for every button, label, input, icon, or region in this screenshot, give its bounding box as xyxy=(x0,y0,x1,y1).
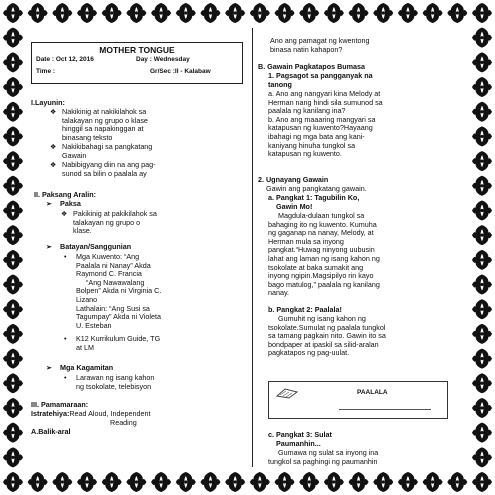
balik-aral-heading: A.Balik-aral xyxy=(31,427,71,436)
reference-line: Paalala ni Nanay” Akda xyxy=(76,260,151,270)
border-ornament xyxy=(472,472,492,492)
activity-line: sa tamang pagkain nito. Gawin ito sa xyxy=(268,331,386,341)
question-line: a. Ano ang nangyari kina Melody at xyxy=(268,89,381,98)
istratehiya-text-line2: Reading xyxy=(110,418,137,427)
activity-line: ng gaganap na nanay, Melody, at xyxy=(268,228,374,238)
border-ornament xyxy=(3,349,23,369)
dot-bullet-icon: • xyxy=(64,252,67,261)
column-divider xyxy=(252,28,253,467)
istratehiya-label: Istratehiya: xyxy=(31,409,70,418)
activity-line: pagkatapos ng pag-uulat. xyxy=(268,348,350,358)
border-ornament xyxy=(151,3,171,23)
border-ornament xyxy=(3,447,23,467)
border-ornament xyxy=(176,472,196,492)
border-ornament xyxy=(472,28,492,48)
pangkat1-heading: a. Pangkat 1: Tagubilin Ko, xyxy=(268,193,360,202)
border-ornament xyxy=(398,3,418,23)
border-ornament xyxy=(225,472,245,492)
border-ornament xyxy=(472,3,492,23)
paksa-line: klase. xyxy=(73,226,92,236)
border-ornament xyxy=(3,176,23,196)
question-line: paalala ng kanilang ina? xyxy=(268,106,346,116)
border-ornament xyxy=(3,77,23,97)
activity-line: bago matulog,” paalala ng kanilang xyxy=(268,279,380,289)
border-ornament xyxy=(3,250,23,270)
objective-line: Gawain xyxy=(62,150,87,160)
paksa-line: Pakikinig at pakikilahok sa xyxy=(73,209,157,218)
pamamaraan-heading: III. Pamamaraan: xyxy=(31,400,89,409)
dot-bullet-icon: • xyxy=(64,334,67,343)
border-ornament xyxy=(3,299,23,319)
border-ornament xyxy=(250,472,270,492)
reference-line: Tagumpay” Akda ni Violeta xyxy=(76,312,161,322)
border-ornament xyxy=(28,3,48,23)
activity-line: tsokolate at baka sumakit ang xyxy=(268,262,364,272)
objective-line: talakayan ng grupo o klase xyxy=(62,115,148,125)
objective-line: binasang teksto xyxy=(62,132,113,142)
border-ornament xyxy=(472,447,492,467)
batayan-label: Batayan/Sanggunian xyxy=(60,242,132,251)
activity-line: nanay. xyxy=(268,288,290,298)
border-ornament xyxy=(472,151,492,171)
border-ornament xyxy=(472,349,492,369)
batayan-heading xyxy=(46,243,131,252)
reference-line: K12 Kurrikulum Guide, TG xyxy=(76,334,161,343)
page-title: MOTHER TONGUE xyxy=(99,45,175,55)
border-ornament xyxy=(398,472,418,492)
diamond-bullet-icon: ❖ xyxy=(50,142,57,151)
question-line: b. Ano ang maaaring mangyari sa xyxy=(268,114,376,124)
border-ornament xyxy=(472,225,492,245)
objective-line: Nakikinig at nakikilahok sa xyxy=(62,107,147,116)
istratehiya-text: Read Aloud, Independent xyxy=(69,409,151,418)
reference-line: U. Esteban xyxy=(76,320,112,330)
border-ornament xyxy=(52,3,72,23)
activity-line: pangkat.“Huwag ninyong uubusin xyxy=(268,245,375,255)
signature-line xyxy=(339,409,431,410)
arrow-bullet-icon: ➢ xyxy=(46,363,53,372)
material-line: Larawan ng isang kahon xyxy=(76,373,155,382)
question-line: kaniyang hinuha tungkol sa xyxy=(268,140,356,150)
border-ornament xyxy=(3,472,23,492)
border-ornament xyxy=(200,472,220,492)
pagsagot-block xyxy=(268,90,383,159)
border-ornament xyxy=(3,225,23,245)
pangkat3-heading: c. Pangkat 3: Sulat xyxy=(268,430,332,439)
border-ornament xyxy=(3,3,23,23)
material-line: ng tsokolate, telebisyon xyxy=(76,381,152,391)
paksa-line: talakayan ng grupo o xyxy=(73,217,141,227)
border-ornament xyxy=(423,3,443,23)
border-ornament xyxy=(472,423,492,443)
lesson-plan xyxy=(28,28,467,467)
border-ornament xyxy=(3,398,23,418)
activity-line: Gumuhit ng isang kahon ng xyxy=(278,314,366,323)
paksa-label: Paksa xyxy=(60,199,81,208)
grade-label: Gr/Sec :II - Kalabaw xyxy=(150,68,211,75)
border-ornament xyxy=(472,200,492,220)
pagsagot-heading-line2: tanong xyxy=(268,80,292,89)
activity-line: bondpaper at ipaskil sa silid-aralan xyxy=(268,339,379,349)
reference-line: Lizano xyxy=(76,294,98,304)
paksang-heading: II. Paksang Aralin: xyxy=(34,190,97,199)
reference-line: Raymond C. Francia xyxy=(76,269,142,279)
reference-line: Bolpen” Akda ni Virginia C. xyxy=(76,286,162,296)
border-ornament xyxy=(423,472,443,492)
time-label: Time : xyxy=(36,68,56,75)
activity-line: bahaging ito ng kuwento. Kumuha xyxy=(268,219,377,229)
diamond-bullet-icon: ❖ xyxy=(61,209,68,218)
border-ornament xyxy=(3,275,23,295)
border-ornament xyxy=(275,472,295,492)
border-ornament xyxy=(472,102,492,122)
pagsagot-heading: 1. Pagsagot sa pangganyak na xyxy=(268,71,373,80)
pangkat2-heading: b. Pangkat 2: Paalala! xyxy=(268,305,342,314)
border-ornament xyxy=(472,176,492,196)
pangkat1-block xyxy=(268,212,380,298)
border-ornament xyxy=(373,3,393,23)
border-ornament xyxy=(349,472,369,492)
pangkat3-block xyxy=(268,449,378,466)
paalala-note-card xyxy=(268,381,448,419)
border-ornament xyxy=(250,3,270,23)
question-line: ibahagi ng mga bata ang kani- xyxy=(268,131,365,141)
border-ornament xyxy=(373,472,393,492)
arrow-bullet-icon: ➢ xyxy=(46,242,53,251)
border-ornament xyxy=(3,28,23,48)
border-ornament xyxy=(3,200,23,220)
ugnayang-heading: 2. Ugnayang Gawain xyxy=(258,175,329,184)
intro-line: binasa natin kahapon? xyxy=(270,45,343,54)
border-ornament xyxy=(126,3,146,23)
header-box xyxy=(31,42,243,84)
border-ornament xyxy=(447,3,467,23)
activity-line: lahat ang laman ng isang kahon ng xyxy=(268,253,380,263)
objective-line: hinggil sa napakinggan at xyxy=(62,124,144,134)
reference-line: Mga Kuwento: “Ang xyxy=(76,252,140,261)
border-ornament xyxy=(275,3,295,23)
date-label: Date : Oct 12, 2016 xyxy=(36,56,94,63)
activity-line: Herman mula sa inyong xyxy=(268,236,344,246)
border-ornament xyxy=(126,472,146,492)
border-ornament xyxy=(52,472,72,492)
border-ornament xyxy=(3,126,23,146)
border-ornament xyxy=(28,472,48,492)
border-ornament xyxy=(200,3,220,23)
activity-line: Gumawa ng sulat sa inyong ina xyxy=(278,448,379,457)
paksa-heading xyxy=(46,200,81,209)
border-ornament xyxy=(299,3,319,23)
border-ornament xyxy=(151,472,171,492)
reference-line: “Ang Nawawalang xyxy=(86,277,145,287)
layunin-heading: I.Layunin: xyxy=(31,98,65,107)
day-label: Day : Wednesday xyxy=(136,56,190,63)
reference-line: at LM xyxy=(76,342,94,352)
border-ornament xyxy=(3,373,23,393)
activity-line: tungkol sa paghingi ng paumanhin xyxy=(268,456,378,466)
diamond-bullet-icon: ❖ xyxy=(50,107,57,116)
activity-line: tsokolate.Sumulat ng paalala tungkol xyxy=(268,322,386,332)
diamond-bullet-icon: ❖ xyxy=(50,160,57,169)
border-ornament xyxy=(324,3,344,23)
border-ornament xyxy=(77,472,97,492)
kagamitan-label: Mga Kagamitan xyxy=(60,363,114,372)
question-line: katapusan ng kuwento. xyxy=(268,149,342,159)
ugnayang-intro: Gawin ang pangkatang gawain. xyxy=(266,184,367,193)
reference-line: Lathalain: “Ang Susi sa xyxy=(76,303,150,313)
border-ornament xyxy=(3,102,23,122)
border-ornament xyxy=(102,472,122,492)
border-ornament xyxy=(3,52,23,72)
question-line: katapusan ng kuwento?Hayaang xyxy=(268,123,373,133)
objective-line: Nakikibahagi sa pangkatang xyxy=(62,142,153,151)
border-ornament xyxy=(3,423,23,443)
objective-line: Nabibigyang diin na ang pag- xyxy=(62,160,156,169)
activity-line: Magdula-dulaan tungkol sa xyxy=(278,211,365,220)
border-ornament xyxy=(472,373,492,393)
border-ornament xyxy=(324,472,344,492)
intro-line: Ano ang pamagat ng kwentong xyxy=(270,36,370,45)
border-ornament xyxy=(472,126,492,146)
question-line: Herman nang hindi sila sumunod sa xyxy=(268,97,383,107)
kagamitan-heading xyxy=(46,364,113,373)
border-ornament xyxy=(472,77,492,97)
border-ornament xyxy=(176,3,196,23)
border-ornament xyxy=(472,299,492,319)
border-ornament xyxy=(472,398,492,418)
arrow-bullet-icon: ➢ xyxy=(46,199,53,208)
objective-line: sunod sa bilin o paalala ay xyxy=(62,168,147,178)
border-ornament xyxy=(472,275,492,295)
border-ornament xyxy=(299,472,319,492)
pangkat3-heading-line2: Paumanhin... xyxy=(276,439,321,448)
border-ornament xyxy=(225,3,245,23)
pangkat2-block xyxy=(268,315,386,358)
paalala-label: PAALALA xyxy=(357,389,388,396)
border-ornament xyxy=(102,3,122,23)
border-ornament xyxy=(3,151,23,171)
border-ornament xyxy=(447,472,467,492)
border-ornament xyxy=(472,250,492,270)
gawain-heading: B. Gawain Pagkatapos Bumasa xyxy=(258,62,366,71)
border-ornament xyxy=(77,3,97,23)
border-ornament xyxy=(472,324,492,344)
border-ornament xyxy=(472,52,492,72)
activity-line: inyong ngipin.Magsipilyo rin kayo xyxy=(268,271,374,281)
border-ornament xyxy=(349,3,369,23)
dot-bullet-icon: • xyxy=(64,373,67,382)
pangkat1-heading-line2: Gawin Mo! xyxy=(276,202,313,211)
paper-clip-icon xyxy=(275,386,301,400)
border-ornament xyxy=(3,324,23,344)
left-column xyxy=(28,28,250,436)
